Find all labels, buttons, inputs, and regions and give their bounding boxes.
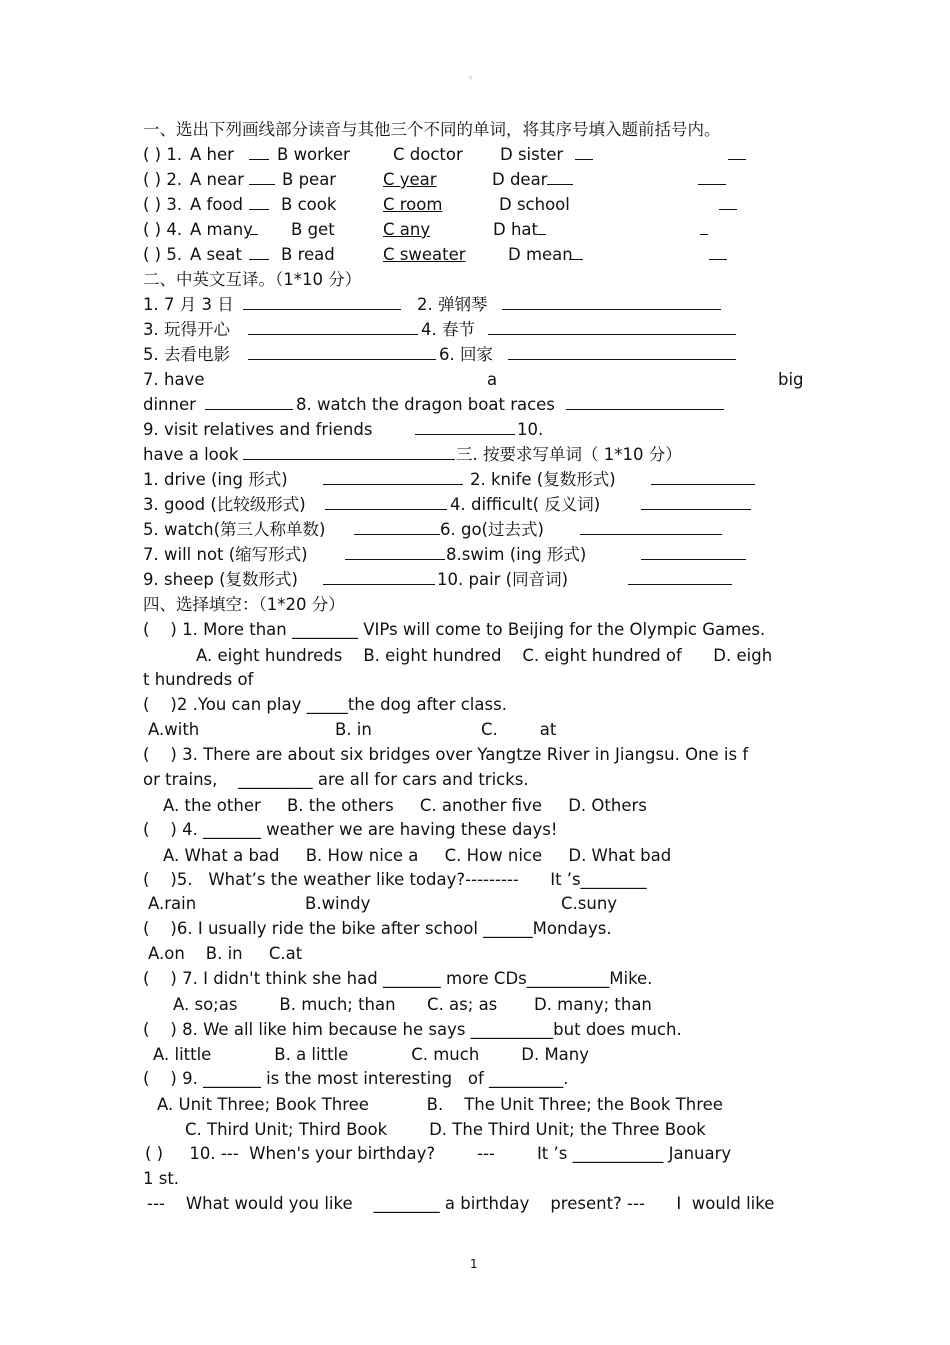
s4-q5: ( )5. What’s the weather like today?--------- It ’s________ [143, 870, 647, 889]
blank [569, 242, 583, 260]
s2-row-1: 1. 7 月 3 日 2. 弹钢琴 [143, 292, 815, 317]
answer-blank[interactable] [325, 492, 447, 510]
answer-blank[interactable] [205, 392, 293, 410]
section1-title: 一、选出下列画线部分读音与其他三个不同的单词，将其序号填入题前括号内。 [143, 120, 721, 139]
blank [249, 142, 269, 160]
s4-q4-options: A. What a bad B. How nice a C. How nice D. What bad [163, 846, 672, 865]
s4-q3-options: A. the other B. the others C. another five D. Others [163, 796, 647, 815]
s4-q3-cont: or trains, _________ are all for cars and tricks. [143, 770, 529, 789]
s4-q5-options: A.rain B.windy C.suny [148, 894, 618, 913]
s1-item-3: ( ) 3. A food B cook C room D school [143, 192, 815, 217]
s2-row-2: 3. 玩得开心 4. 春节 [143, 317, 815, 342]
blank [728, 142, 746, 160]
blank [575, 142, 593, 160]
s3-row-3: 5. watch(第三人称单数) 6. go(过去式) [143, 517, 815, 542]
s4-q9-options-1: A. Unit Three; Book Three B. The Unit Three; the Book Three [157, 1095, 723, 1114]
blank [698, 167, 726, 185]
s4-q10: ( ) 10. --- When's your birthday? --- It ’s ___________ January [145, 1144, 732, 1163]
answer-blank[interactable] [323, 567, 435, 585]
s2-row-6: 9. visit relatives and friends 10. [143, 417, 815, 442]
blank [700, 217, 708, 235]
s3-row-2: 3. good (比较级形式) 4. difficult( 反义词) [143, 492, 815, 517]
answer-blank[interactable] [354, 517, 440, 535]
answer-blank[interactable] [628, 567, 732, 585]
s4-q2-options: A.with B. in C. at [148, 720, 557, 739]
blank [538, 217, 546, 235]
answer-blank[interactable] [243, 292, 401, 310]
blank [709, 242, 727, 260]
s1-item-4: ( ) 4. A many B get C any D hat [143, 217, 815, 242]
s4-q6-options: A.on B. in C.at [148, 944, 303, 963]
section4-title: 四、选择填空：（1*20 分） [143, 595, 345, 614]
s2-row-7: have a look 三. 按要求写单词（ 1*10 分） [143, 442, 815, 467]
answer-blank[interactable] [508, 342, 736, 360]
s2-row-5: dinner 8. watch the dragon boat races [143, 392, 815, 417]
answer-blank[interactable] [415, 417, 515, 435]
s4-q7: ( ) 7. I didn't think she had _______ more CDs__________Mike. [143, 969, 653, 988]
s4-q1-options: A. eight hundreds B. eight hundred C. eight hundred of D. eigh [196, 646, 773, 665]
answer-blank[interactable] [323, 467, 463, 485]
s4-q6: ( )6. I usually ride the bike after school ______Mondays. [143, 919, 612, 938]
answer-blank[interactable] [248, 342, 436, 360]
answer-blank[interactable] [345, 542, 445, 560]
s4-q1-cont: t hundreds of [143, 670, 254, 689]
answer-blank[interactable] [248, 317, 418, 335]
s3-row-4: 7. will not (缩写形式) 8.swim (ing 形式) [143, 542, 815, 567]
blank [250, 217, 258, 235]
answer-blank[interactable] [641, 492, 751, 510]
s4-q9-options-2: C. Third Unit; Third Book D. The Third Unit; the Three Book [185, 1120, 706, 1139]
s4-q7-options: A. so;as B. much; than C. as; as D. many; than [173, 995, 652, 1014]
s4-q10-cont: 1 st. [143, 1169, 180, 1188]
s4-q8-options: A. little B. a little C. much D. Many [153, 1045, 590, 1064]
s1-item-1: ( ) 1. A her B worker C doctor D sister [143, 142, 815, 167]
answer-blank[interactable] [651, 467, 755, 485]
page-number: 1 [470, 1257, 478, 1271]
s4-q1: ( ) 1. More than ________ VIPs will come to Beijing for the Olympic Games. [143, 620, 766, 639]
answer-blank[interactable] [580, 517, 722, 535]
s2-row-4: 7. have a big [143, 370, 804, 389]
s4-q9: ( ) 9. _______ is the most interesting of _________. [143, 1069, 569, 1088]
s4-q8: ( ) 8. We all like him because he says __________but does much. [143, 1020, 682, 1039]
blank [249, 167, 275, 185]
header-mark: 。 [469, 70, 479, 81]
answer-blank[interactable] [243, 442, 455, 460]
section2-title: 二、中英文互译。（1*10 分） [143, 270, 362, 289]
s4-q10-b: --- What would you like ________ a birthday present? --- I would like [147, 1194, 775, 1213]
blank [547, 167, 573, 185]
s4-q2: ( )2 .You can play _____the dog after class. [143, 695, 507, 714]
s3-row-1: 1. drive (ing 形式) 2. knife (复数形式) [143, 467, 815, 492]
s1-item-5: ( ) 5. A seat B read C sweater D mean [143, 242, 815, 267]
blank [249, 192, 269, 210]
blank [719, 192, 737, 210]
s4-q3: ( ) 3. There are about six bridges over Yangtze River in Jiangsu. One is f [143, 745, 749, 764]
s2-row-3: 5. 去看电影 6. 回家 [143, 342, 815, 367]
blank [249, 242, 269, 260]
s3-row-5: 9. sheep (复数形式) 10. pair (同音词) [143, 567, 815, 592]
answer-blank[interactable] [566, 392, 724, 410]
s4-q4: ( ) 4. _______ weather we are having these days! [143, 820, 558, 839]
answer-blank[interactable] [641, 542, 746, 560]
answer-blank[interactable] [488, 317, 736, 335]
s1-item-2: ( ) 2. A near B pear C year D dear [143, 167, 815, 192]
answer-blank[interactable] [502, 292, 721, 310]
